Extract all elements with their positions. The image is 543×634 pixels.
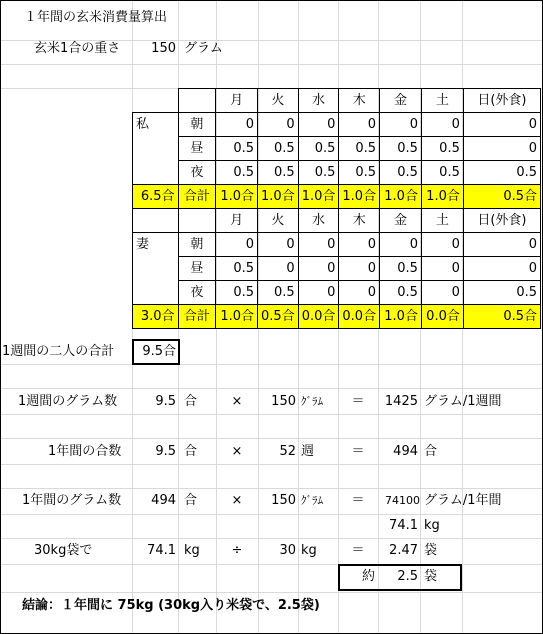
calc-a: 494 <box>151 493 176 508</box>
meal-value: 0.5 <box>258 281 299 305</box>
meal-value: 0.5 <box>298 137 339 161</box>
meal-value: 0.5 <box>463 281 540 305</box>
meal-value: 0.5 <box>421 137 463 161</box>
meal-value: 0.5 <box>258 137 299 161</box>
meal-value: 0 <box>339 257 380 281</box>
meal-value: 0 <box>421 257 463 281</box>
calc-operator: ÷ <box>231 543 243 558</box>
day-total: 1.0合 <box>216 305 258 329</box>
day-total: 0.0合 <box>339 305 380 329</box>
day-total: 0.0合 <box>298 305 339 329</box>
day-total: 1.0合 <box>380 185 422 209</box>
meal-label: 昼 <box>178 257 216 281</box>
meal-value: 0 <box>298 233 339 257</box>
calc-b: 52 <box>279 444 296 459</box>
day-total: 1.0合 <box>216 185 258 209</box>
calc-label: 1年間のグラム数 <box>22 493 122 508</box>
person-name: 妻 <box>133 233 179 257</box>
calc-result: 494 <box>393 444 418 459</box>
day-header-row <box>133 209 541 233</box>
meal-row <box>133 137 541 161</box>
day-header: 日(外食) <box>463 209 540 233</box>
page-title: １年間の玄米消費量算出 <box>24 10 168 25</box>
calc-equals: ＝ <box>351 394 365 409</box>
day-header: 火 <box>258 89 299 113</box>
day-header: 金 <box>380 209 422 233</box>
calc-result-unit: グラム/1週間 <box>424 394 502 409</box>
calc-label: 1年間の合数 <box>48 444 122 459</box>
calc-equals: ＝ <box>351 493 365 508</box>
meal-value: 0.5 <box>216 161 258 185</box>
meal-value: 0.5 <box>339 137 380 161</box>
calc-b-unit: ｸﾞﾗﾑ <box>301 494 323 507</box>
day-total: 0.5合 <box>463 305 540 329</box>
meal-value: 0 <box>298 281 339 305</box>
meal-value: 0.5 <box>258 161 299 185</box>
meal-row <box>133 161 541 185</box>
day-header: 火 <box>258 209 299 233</box>
meal-value: 0.5 <box>380 281 422 305</box>
grain-weight-label: 玄米1合の重さ <box>34 41 121 56</box>
meal-value: 0.5 <box>380 137 422 161</box>
calc-label: 30kg袋で <box>34 543 93 558</box>
person-total: 6.5合 <box>133 185 179 209</box>
total-row <box>133 185 541 209</box>
meal-value: 0 <box>421 281 463 305</box>
blank-cell <box>133 89 179 113</box>
day-total: 0.5合 <box>258 305 299 329</box>
meal-value: 0 <box>380 233 422 257</box>
calc-b-unit: ｸﾞﾗﾑ <box>301 395 323 408</box>
meal-value: 0 <box>258 113 299 137</box>
day-header-row <box>133 89 541 113</box>
grain-weight-value: 150 <box>151 41 176 56</box>
calc-equals: ＝ <box>351 444 365 459</box>
person-cell <box>133 257 179 281</box>
approx-value: 2.5 <box>397 569 418 584</box>
meal-value: 0 <box>421 233 463 257</box>
calc-result: 2.47 <box>389 543 418 558</box>
meal-value: 0 <box>258 257 299 281</box>
day-header: 土 <box>421 89 463 113</box>
meal-value: 0.5 <box>216 137 258 161</box>
meal-value: 0.5 <box>380 161 422 185</box>
blank-cell <box>133 209 179 233</box>
day-total: 1.0合 <box>339 185 380 209</box>
calc-a: 74.1 <box>147 543 176 558</box>
weekly-total-label: 1週間の二人の合計 <box>2 344 115 359</box>
total-label: 合計 <box>178 305 216 329</box>
meal-value: 0 <box>463 137 540 161</box>
meal-label: 昼 <box>178 137 216 161</box>
grain-weight-unit: グラム <box>184 41 223 56</box>
day-total: 0.0合 <box>421 305 463 329</box>
calc-operator: × <box>231 493 243 508</box>
meal-value: 0.5 <box>216 257 258 281</box>
meal-value: 0.5 <box>380 257 422 281</box>
meal-value: 0 <box>339 281 380 305</box>
calc-a-unit: 合 <box>184 493 198 508</box>
meal-value: 0 <box>463 233 540 257</box>
day-total: 1.0合 <box>298 185 339 209</box>
meal-value: 0 <box>463 113 540 137</box>
calc-a-unit: 合 <box>184 394 198 409</box>
meal-row <box>133 113 541 137</box>
calc-result-unit: 合 <box>424 444 438 459</box>
day-total: 1.0合 <box>258 185 299 209</box>
total-label: 合計 <box>178 185 216 209</box>
day-header: 月 <box>216 89 258 113</box>
calc-a-unit: kg <box>184 543 200 558</box>
calc-operator: × <box>231 394 243 409</box>
day-header: 木 <box>339 89 380 113</box>
total-row <box>133 305 541 329</box>
meal-label: 朝 <box>178 113 216 137</box>
day-header: 日(外食) <box>463 89 540 113</box>
calc-a-unit: 合 <box>184 444 198 459</box>
person-cell <box>133 281 179 305</box>
meal-value: 0.5 <box>339 161 380 185</box>
meal-value: 0 <box>216 113 258 137</box>
meal-row <box>133 257 541 281</box>
meal-row <box>133 233 541 257</box>
day-total: 1.0合 <box>380 305 422 329</box>
blank-cell <box>178 89 216 113</box>
meal-label: 夜 <box>178 161 216 185</box>
meal-label: 朝 <box>178 233 216 257</box>
meal-value: 0 <box>421 113 463 137</box>
calc-b-unit: 週 <box>301 444 315 459</box>
calc-result-unit: 袋 <box>424 543 438 558</box>
calc-kg-value: 74.1 <box>389 518 418 533</box>
meal-value: 0 <box>258 233 299 257</box>
meal-value: 0.5 <box>216 281 258 305</box>
calc-result-unit: グラム/1年間 <box>424 493 502 508</box>
meal-label: 夜 <box>178 281 216 305</box>
calc-equals: ＝ <box>351 543 365 558</box>
day-total: 1.0合 <box>421 185 463 209</box>
calc-b: 150 <box>271 493 296 508</box>
calc-a: 9.5 <box>155 394 176 409</box>
conclusion-text: 結論：１年間に 75kg (30kg入り米袋で、2.5袋) <box>22 598 320 613</box>
meal-value: 0.5 <box>298 161 339 185</box>
meal-row <box>133 281 541 305</box>
calc-b: 150 <box>271 394 296 409</box>
weekly-consumption-table <box>132 88 541 329</box>
day-header: 土 <box>421 209 463 233</box>
day-header: 水 <box>298 89 339 113</box>
meal-value: 0.5 <box>463 161 540 185</box>
meal-value: 0 <box>298 257 339 281</box>
approx-unit: 袋 <box>424 569 438 584</box>
person-cell <box>133 137 179 161</box>
calc-kg-unit: kg <box>424 518 440 533</box>
calc-b-unit: kg <box>301 543 317 558</box>
meal-value: 0 <box>298 113 339 137</box>
calc-b: 30 <box>279 543 296 558</box>
day-header: 月 <box>216 209 258 233</box>
meal-value: 0 <box>216 233 258 257</box>
meal-value: 0.5 <box>421 161 463 185</box>
day-header: 木 <box>339 209 380 233</box>
calc-operator: × <box>231 444 243 459</box>
weekly-total-value: 9.5合 <box>142 344 176 359</box>
person-name: 私 <box>133 113 179 137</box>
approx-prefix: 約 <box>362 569 376 584</box>
calc-label: 1週間のグラム数 <box>18 394 118 409</box>
day-header: 金 <box>380 89 422 113</box>
person-total: 3.0合 <box>133 305 179 329</box>
meal-value: 0 <box>339 233 380 257</box>
meal-value: 0 <box>339 113 380 137</box>
day-total: 0.5合 <box>463 185 540 209</box>
meal-value: 0 <box>380 113 422 137</box>
calc-result: 1425 <box>384 394 418 409</box>
day-header: 水 <box>298 209 339 233</box>
calc-result: 74100 <box>385 494 420 507</box>
blank-cell <box>178 209 216 233</box>
person-cell <box>133 161 179 185</box>
calc-a: 9.5 <box>155 444 176 459</box>
meal-value: 0 <box>463 257 540 281</box>
